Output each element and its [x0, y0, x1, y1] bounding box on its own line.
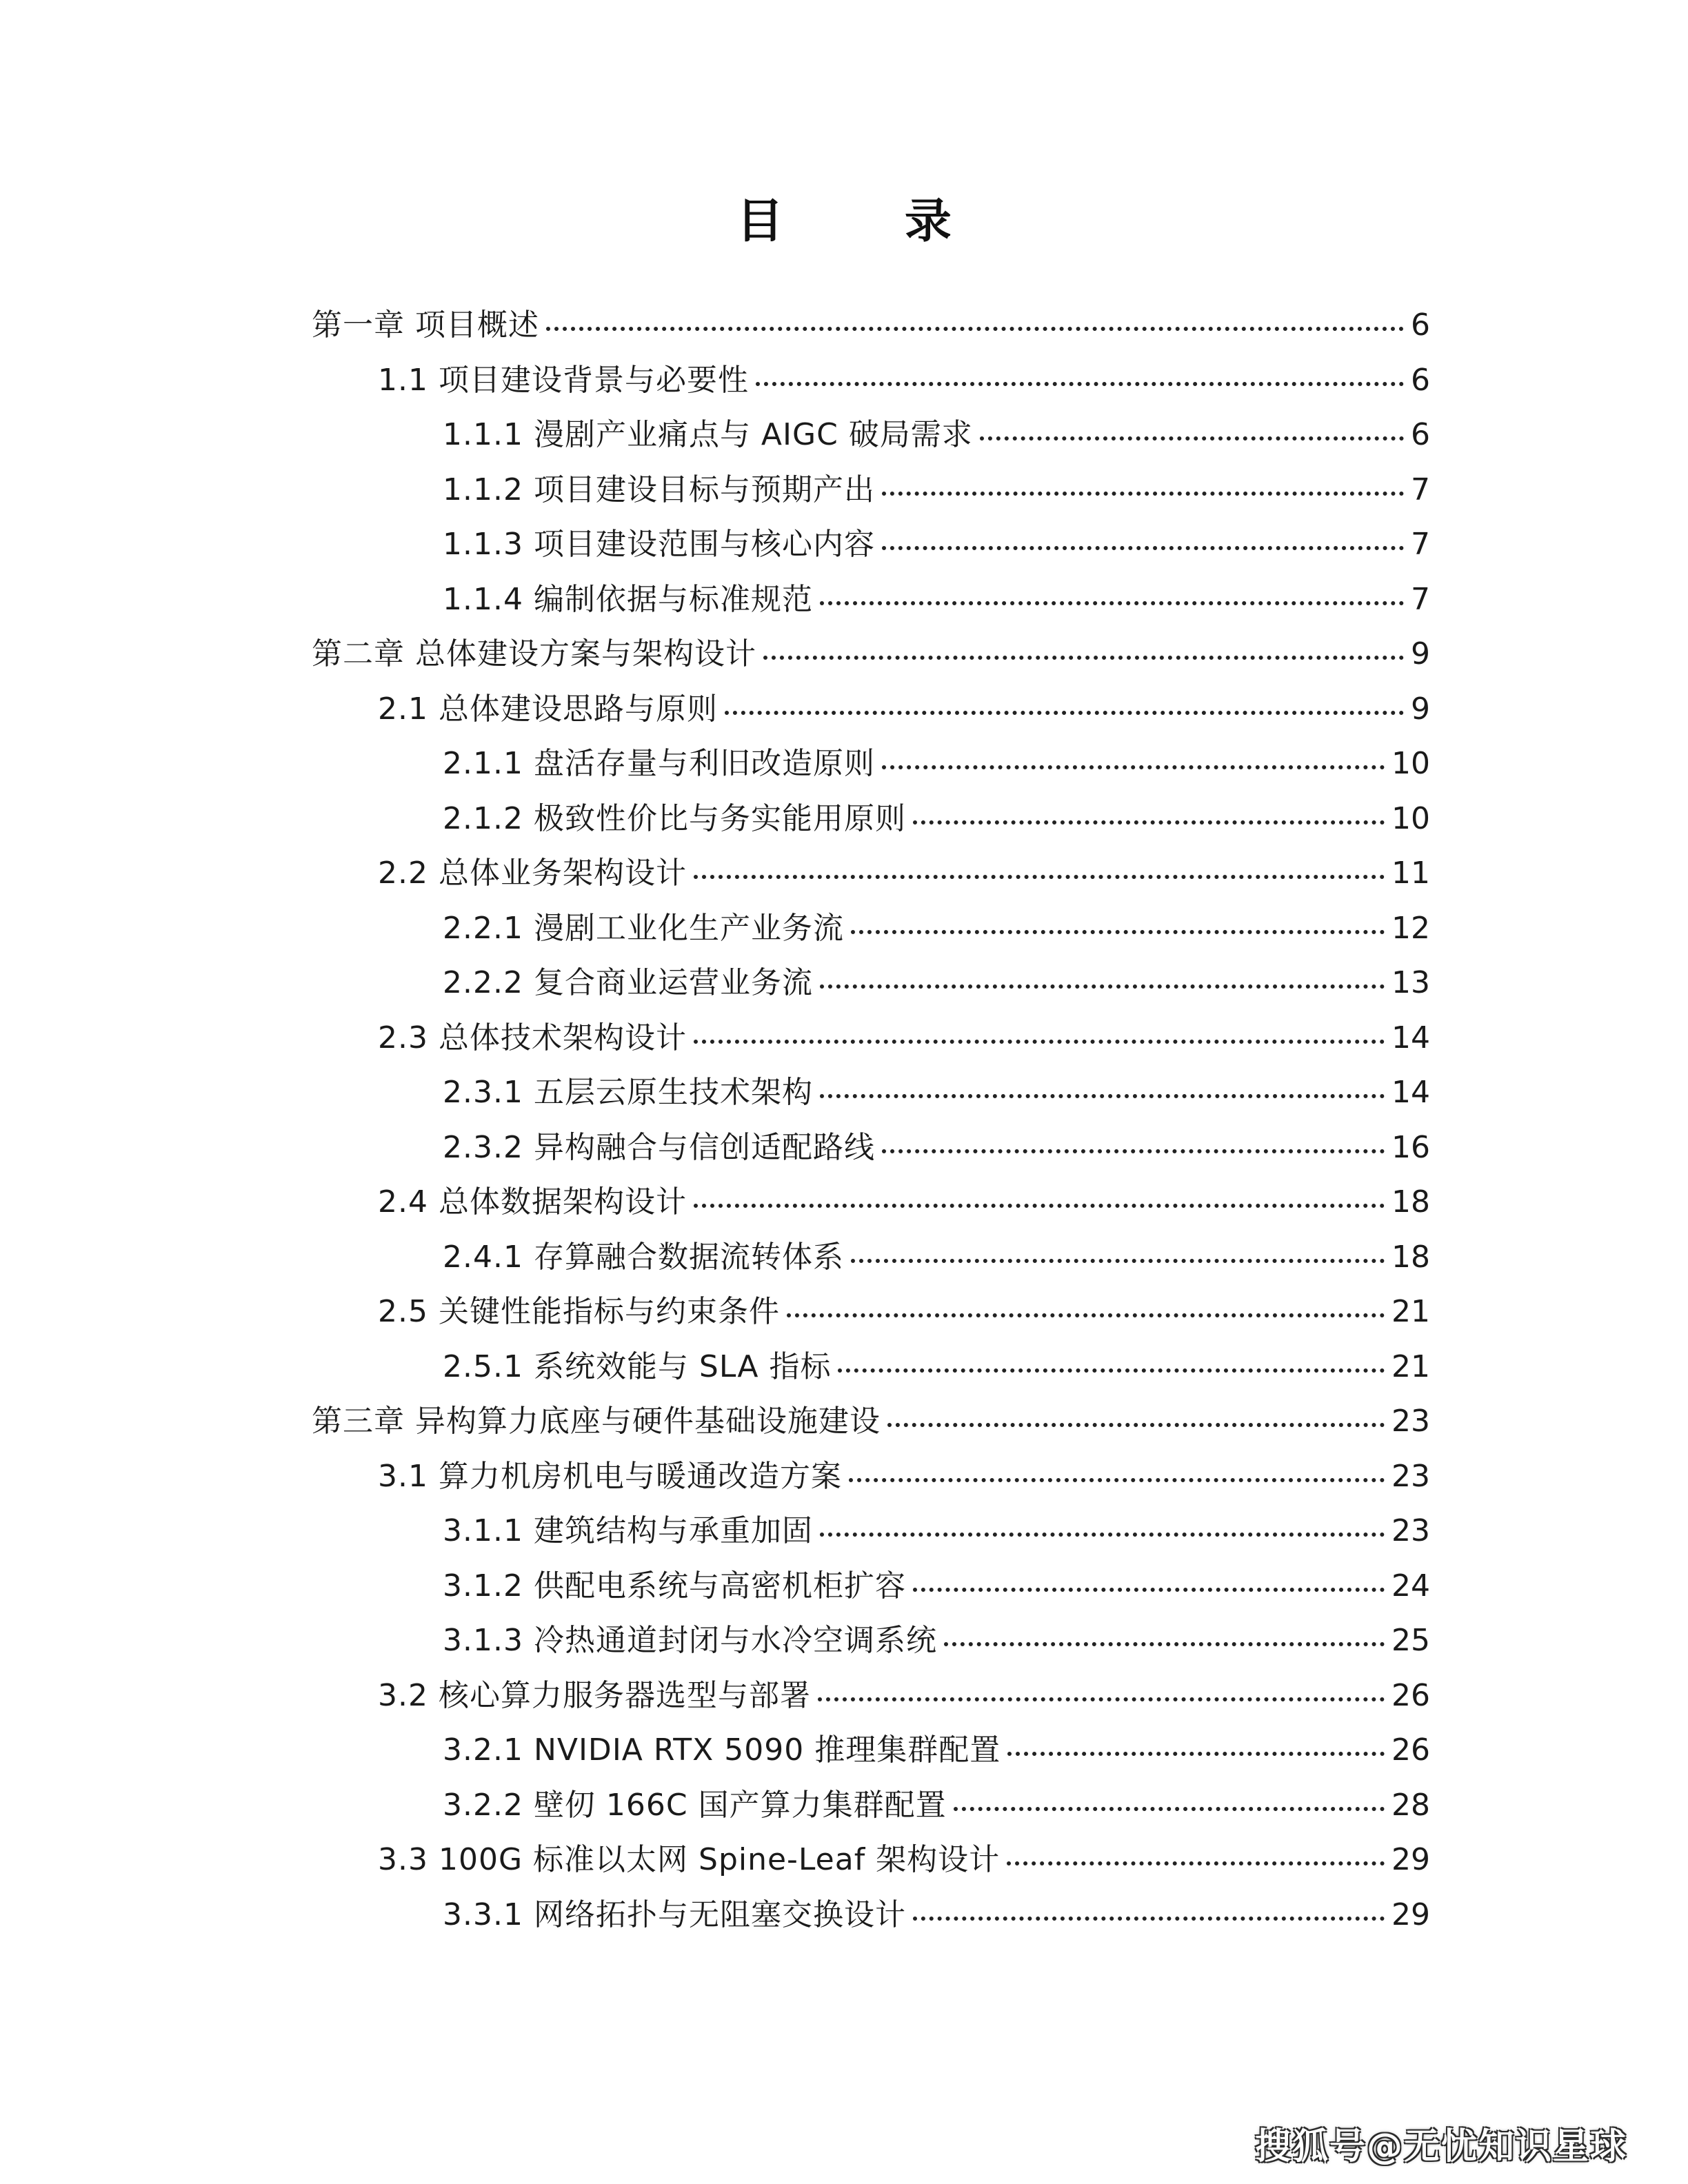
toc-dot-leader — [882, 492, 1404, 496]
toc-page-number: 29 — [1391, 1897, 1430, 1932]
toc-dot-leader — [838, 1368, 1385, 1373]
toc-dot-leader — [694, 1204, 1385, 1208]
toc-dot-leader — [882, 1149, 1385, 1153]
toc-entry[interactable] — [312, 1668, 1430, 1723]
toc-page-number: 28 — [1391, 1787, 1430, 1823]
toc-entry-label: 第一章 项目概述 — [312, 307, 539, 343]
toc-entry-label: 2.2.2 复合商业运营业务流 — [443, 965, 813, 1000]
toc-entry[interactable] — [312, 1284, 1430, 1339]
toc-entry-label: 2.1 总体建设思路与原则 — [378, 691, 718, 727]
toc-page-number: 13 — [1391, 965, 1430, 1000]
toc-entry[interactable] — [312, 1230, 1430, 1285]
toc-entry[interactable] — [312, 407, 1430, 463]
toc-dot-leader — [787, 1313, 1385, 1317]
toc-entry[interactable] — [312, 1832, 1430, 1888]
toc-page-number: 6 — [1411, 307, 1430, 343]
toc-dot-leader — [756, 382, 1404, 386]
toc-entry[interactable] — [312, 1723, 1430, 1778]
toc-entry[interactable] — [312, 1449, 1430, 1504]
toc-page-number: 6 — [1411, 362, 1430, 398]
toc-page-number: 18 — [1391, 1239, 1430, 1275]
toc-dot-leader — [725, 711, 1404, 715]
toc-page-number: 10 — [1391, 746, 1430, 781]
toc-page-number: 23 — [1391, 1404, 1430, 1439]
toc-page-number: 12 — [1391, 910, 1430, 946]
toc-entry-label: 3.1 算力机房机电与暖通改造方案 — [378, 1458, 842, 1494]
toc-entry[interactable] — [312, 1065, 1430, 1120]
toc-entry-label: 1.1.4 编制依据与标准规范 — [443, 581, 813, 617]
toc-dot-leader — [1007, 1752, 1385, 1756]
toc-page-number: 23 — [1391, 1458, 1430, 1494]
toc-entry[interactable] — [312, 1613, 1430, 1668]
toc-entry-label: 3.1.3 冷热通道封闭与水冷空调系统 — [443, 1623, 937, 1658]
toc-page-number: 21 — [1391, 1294, 1430, 1329]
watermark: 搜狐号@无忧知识星球 — [1254, 2126, 1627, 2167]
toc-entry[interactable] — [312, 1120, 1430, 1175]
toc-page-number: 7 — [1411, 472, 1430, 507]
toc-entry-label: 3.2.1 NVIDIA RTX 5090 推理集群配置 — [443, 1732, 1001, 1768]
toc-entry-label: 1.1 项目建设背景与必要性 — [378, 362, 749, 398]
toc-page-number: 7 — [1411, 527, 1430, 562]
toc-dot-leader — [913, 1917, 1385, 1921]
toc-entry-label: 2.5 关键性能指标与约束条件 — [378, 1294, 780, 1329]
toc-page-number: 29 — [1391, 1842, 1430, 1877]
toc-entry[interactable] — [312, 736, 1430, 791]
toc-page-number: 23 — [1391, 1513, 1430, 1548]
toc-list — [312, 298, 1430, 1942]
toc-page-number: 6 — [1411, 417, 1430, 452]
toc-entry[interactable] — [312, 627, 1430, 682]
toc-entry-label: 3.3.1 网络拓扑与无阻塞交换设计 — [443, 1897, 906, 1932]
toc-entry-label: 1.1.2 项目建设目标与预期产出 — [443, 472, 875, 507]
toc-dot-leader — [763, 656, 1404, 660]
toc-entry-label: 1.1.3 项目建设范围与核心内容 — [443, 527, 875, 562]
toc-dot-leader — [820, 984, 1385, 989]
toc-page-number: 24 — [1391, 1568, 1430, 1604]
toc-entry[interactable] — [312, 1504, 1430, 1559]
toc-page-number: 10 — [1391, 800, 1430, 836]
toc-dot-leader — [849, 1478, 1385, 1482]
toc-entry-label: 3.1.1 建筑结构与承重加固 — [443, 1513, 813, 1548]
toc-entry[interactable] — [312, 1339, 1430, 1395]
toc-entry-label: 2.1.1 盘活存量与利旧改造原则 — [443, 746, 875, 781]
toc-entry[interactable] — [312, 1778, 1430, 1833]
toc-entry[interactable] — [312, 956, 1430, 1011]
toc-page-number: 9 — [1411, 691, 1430, 727]
toc-page-number: 26 — [1391, 1732, 1430, 1768]
toc-dot-leader — [820, 1533, 1385, 1537]
toc-entry-label: 1.1.1 漫剧产业痛点与 AIGC 破局需求 — [443, 417, 973, 452]
toc-entry[interactable] — [312, 1175, 1430, 1230]
toc-entry-label: 2.3.2 异构融合与信创适配路线 — [443, 1129, 875, 1165]
toc-dot-leader — [882, 546, 1404, 550]
toc-entry[interactable] — [312, 298, 1430, 353]
toc-entry[interactable] — [312, 353, 1430, 408]
toc-entry[interactable] — [312, 791, 1430, 847]
toc-dot-leader — [887, 1423, 1385, 1427]
toc-entry[interactable] — [312, 901, 1430, 956]
toc-entry-label: 2.5.1 系统效能与 SLA 指标 — [443, 1348, 832, 1384]
toc-page-number: 14 — [1391, 1075, 1430, 1110]
toc-dot-leader — [694, 875, 1385, 879]
toc-entry-label: 3.2 核心算力服务器选型与部署 — [378, 1677, 811, 1713]
toc-entry[interactable] — [312, 846, 1430, 901]
toc-entry[interactable] — [312, 517, 1430, 572]
toc-page-number: 18 — [1391, 1184, 1430, 1220]
toc-entry-label: 2.3 总体技术架构设计 — [378, 1020, 687, 1055]
toc-page-number: 11 — [1391, 856, 1430, 891]
toc-entry[interactable] — [312, 682, 1430, 737]
toc-dot-leader — [851, 930, 1385, 934]
toc-entry-label: 2.1.2 极致性价比与务实能用原则 — [443, 800, 906, 836]
toc-dot-leader — [820, 1094, 1385, 1098]
toc-entry-label: 2.2 总体业务架构设计 — [378, 856, 687, 891]
toc-entry-label: 2.3.1 五层云原生技术架构 — [443, 1075, 813, 1110]
toc-entry-label: 2.4.1 存算融合数据流转体系 — [443, 1239, 844, 1275]
toc-entry-label: 2.2.1 漫剧工业化生产业务流 — [443, 910, 844, 946]
toc-entry[interactable] — [312, 1011, 1430, 1066]
toc-dot-leader — [546, 327, 1404, 331]
toc-entry[interactable] — [312, 572, 1430, 627]
toc-entry-label: 3.3 100G 标准以太网 Spine-Leaf 架构设计 — [378, 1842, 1001, 1877]
toc-dot-leader — [913, 1588, 1385, 1592]
toc-entry-label: 3.2.2 壁仞 166C 国产算力集群配置 — [443, 1787, 947, 1823]
toc-dot-leader — [944, 1642, 1385, 1646]
toc-dot-leader — [820, 601, 1404, 605]
toc-entry[interactable] — [312, 1394, 1430, 1449]
toc-page-number: 16 — [1391, 1129, 1430, 1165]
toc-entry[interactable] — [312, 463, 1430, 518]
toc-entry-label: 第三章 异构算力底座与硬件基础设施建设 — [312, 1404, 881, 1439]
toc-page-number: 26 — [1391, 1677, 1430, 1713]
toc-entry-label: 2.4 总体数据架构设计 — [378, 1184, 687, 1220]
toc-dot-leader — [882, 765, 1385, 769]
toc-dot-leader — [818, 1697, 1385, 1701]
toc-entry-label: 3.1.2 供配电系统与高密机柜扩容 — [443, 1568, 906, 1604]
toc-page-number: 14 — [1391, 1020, 1430, 1055]
toc-dot-leader — [980, 436, 1404, 441]
toc-dot-leader — [1007, 1861, 1385, 1866]
toc-dot-leader — [851, 1259, 1385, 1263]
toc-entry[interactable] — [312, 1888, 1430, 1943]
toc-title: 目 录 — [736, 194, 1004, 249]
toc-dot-leader — [954, 1807, 1385, 1811]
toc-dot-leader — [913, 820, 1385, 825]
toc-entry-label: 第二章 总体建设方案与架构设计 — [312, 636, 756, 671]
toc-page-number: 25 — [1391, 1623, 1430, 1658]
toc-page-number: 21 — [1391, 1348, 1430, 1384]
toc-dot-leader — [694, 1040, 1385, 1044]
toc-page-number: 9 — [1411, 636, 1430, 671]
toc-entry[interactable] — [312, 1559, 1430, 1614]
toc-page-number: 7 — [1411, 581, 1430, 617]
